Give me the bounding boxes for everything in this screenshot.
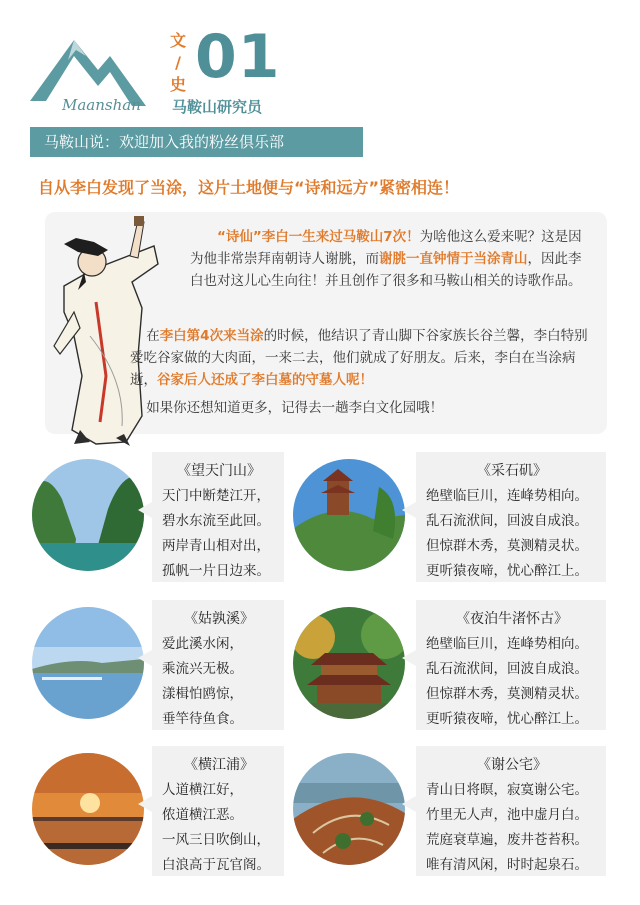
poem-line: 天门中断楚江开， xyxy=(162,488,270,504)
headline: 自从李白发现了当涂，这片土地便与“诗和远方”紧密相连！ xyxy=(38,178,460,197)
poem-card-5 xyxy=(152,746,284,876)
poem-line: 碧水东流至此回。 xyxy=(162,513,270,529)
poem-title: 《姑孰溪》 xyxy=(184,611,254,627)
poem-title: 《横江浦》 xyxy=(184,757,254,773)
poem-line: 更听猿夜啼，忧心醉江上。 xyxy=(426,711,588,727)
lake-sky-photo xyxy=(32,607,144,719)
intro-paragraph-3: 如果你还想知道更多，记得去一趟李白文化园哦！ xyxy=(146,400,444,416)
poem-card-2 xyxy=(416,452,606,582)
poem-card-6 xyxy=(416,746,606,876)
poem-line: 唯有清风闲，时时起泉石。 xyxy=(426,857,588,873)
gorge-river-photo xyxy=(32,459,144,571)
poem-line: 乘流兴无极。 xyxy=(162,661,243,677)
poem-line: 乱石流洑间，回波自成浪。 xyxy=(426,513,588,529)
pagoda-hill-photo xyxy=(293,459,405,571)
poem-line: 荒庭衰草遍，废井苍苔积。 xyxy=(426,832,588,848)
section-banner: 马鞍山说：欢迎加入我的粉丝俱乐部 xyxy=(30,127,363,157)
poem-line: 孤帆一片日边来。 xyxy=(162,563,270,579)
poem-card-4 xyxy=(416,600,606,730)
poem-line: 两岸青山相对出， xyxy=(162,538,270,554)
poem-card-3 xyxy=(152,600,284,730)
poem-title: 《望天门山》 xyxy=(177,463,261,479)
intro-paragraph-2: 在李白第4次来当涂的时候，他结识了青山脚下谷家族长谷兰馨，李白特别爱吃谷家做的大肉面，一来二去，他们就成了好朋友。后来，李白在当涂病逝，谷家后人还成了李白墓的守墓人呢！ xyxy=(130,328,588,388)
poem-card-1 xyxy=(152,452,284,582)
poem-line: 白浪高于瓦官阁。 xyxy=(162,857,270,873)
poem-line: 人道横江好， xyxy=(162,782,243,798)
aerial-hill-photo xyxy=(293,753,405,865)
poem-line: 但惊群木秀，莫测精灵状。 xyxy=(426,686,588,702)
poem-line: 漾楫怕鸥惊， xyxy=(162,686,243,702)
poem-line: 绝壁临巨川，连峰势相向。 xyxy=(426,636,588,652)
poem-line: 垂竿待鱼食。 xyxy=(162,711,243,727)
poem-line: 竹里无人声，池中虚月白。 xyxy=(426,807,588,823)
poem-title: 《采石矶》 xyxy=(477,463,547,479)
poem-line: 侬道横江恶。 xyxy=(162,807,243,823)
category-label: 文 / 史 xyxy=(169,31,186,94)
poem-title: 《夜泊牛渚怀古》 xyxy=(456,611,568,627)
poem-line: 一风三日吹倒山， xyxy=(162,832,270,848)
poem-title: 《谢公宅》 xyxy=(477,757,547,773)
sunset-river-photo xyxy=(32,753,144,865)
intro-paragraph-1: “诗仙”李白一生来过马鞍山7次！为啥他这么爱来呢？这是因为他非常崇拜南朝诗人谢朓，而谢朓一直钟情于当涂青山，因此李白也对这儿心生向往！并且创作了很多和马鞍山相关的诗歌作品。 xyxy=(190,229,582,289)
poem-line: 爱此溪水闲， xyxy=(162,636,243,652)
poem-line: 更听猿夜啼，忧心醉江上。 xyxy=(426,563,588,579)
pavilion-photo xyxy=(293,607,405,719)
brand-text: Maanshan xyxy=(62,96,141,114)
issue-number: 01 xyxy=(195,22,281,92)
poem-line: 青山日将暝，寂寞谢公宅。 xyxy=(426,782,588,798)
column-subtitle: 马鞍山研究员 xyxy=(172,98,263,116)
poem-line: 乱石流洑间，回波自成浪。 xyxy=(426,661,588,677)
poem-line: 绝壁临巨川，连峰势相向。 xyxy=(426,488,588,504)
poem-line: 但惊群木秀，莫测精灵状。 xyxy=(426,538,588,554)
